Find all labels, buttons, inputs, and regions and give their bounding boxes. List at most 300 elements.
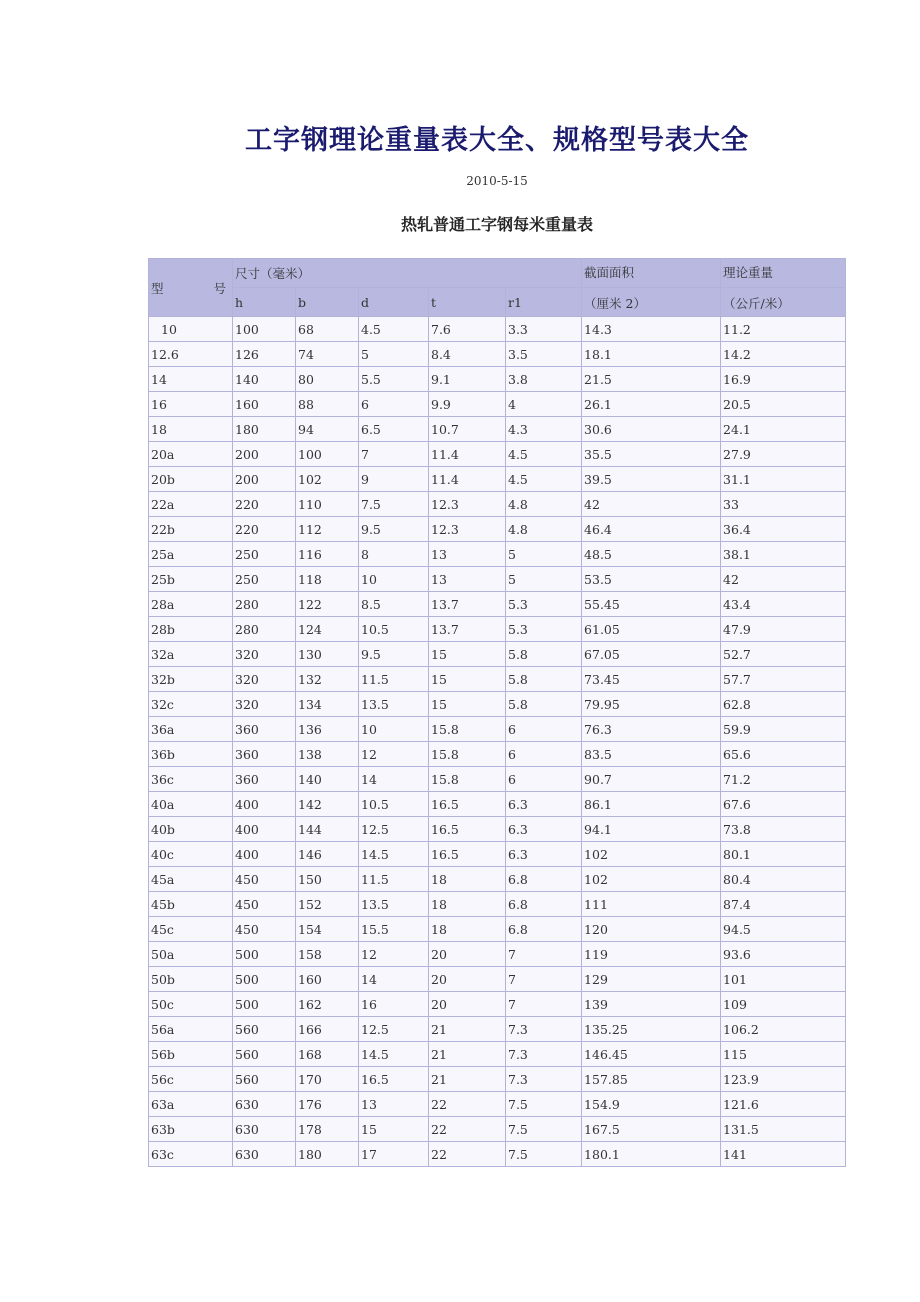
cell-t: 16.5 (429, 842, 506, 867)
cell-t: 22 (429, 1142, 506, 1167)
cell-model: 50b (149, 967, 233, 992)
cell-t: 13 (429, 567, 506, 592)
cell-b: 168 (296, 1042, 359, 1067)
table-row (149, 992, 846, 1017)
cell-b: 180 (296, 1142, 359, 1167)
cell-weight: 93.6 (721, 942, 846, 967)
cell-weight: 106.2 (721, 1017, 846, 1042)
cell-r1: 7.3 (506, 1017, 582, 1042)
cell-d: 11.5 (359, 867, 429, 892)
header-d: d (359, 288, 429, 317)
cell-h: 140 (233, 367, 296, 392)
table-row (149, 1117, 846, 1142)
cell-model: 45c (149, 917, 233, 942)
cell-r1: 6.8 (506, 917, 582, 942)
cell-h: 450 (233, 892, 296, 917)
cell-weight: 115 (721, 1042, 846, 1067)
cell-model: 63b (149, 1117, 233, 1142)
cell-weight: 43.4 (721, 592, 846, 617)
cell-d: 16 (359, 992, 429, 1017)
header-row-2 (149, 288, 846, 317)
cell-h: 500 (233, 992, 296, 1017)
cell-t: 15.8 (429, 717, 506, 742)
cell-r1: 4.8 (506, 492, 582, 517)
cell-b: 80 (296, 367, 359, 392)
cell-h: 220 (233, 517, 296, 542)
cell-area: 30.6 (582, 417, 721, 442)
cell-d: 5 (359, 342, 429, 367)
cell-b: 110 (296, 492, 359, 517)
cell-r1: 5 (506, 542, 582, 567)
table-row (149, 492, 846, 517)
cell-t: 16.5 (429, 792, 506, 817)
cell-d: 10 (359, 567, 429, 592)
cell-area: 21.5 (582, 367, 721, 392)
cell-area: 146.45 (582, 1042, 721, 1067)
cell-b: 144 (296, 817, 359, 842)
cell-t: 16.5 (429, 817, 506, 842)
cell-t: 21 (429, 1067, 506, 1092)
header-t: t (429, 288, 506, 317)
cell-d: 7.5 (359, 492, 429, 517)
cell-area: 157.85 (582, 1067, 721, 1092)
cell-model: 22b (149, 517, 233, 542)
cell-h: 630 (233, 1117, 296, 1142)
cell-area: 102 (582, 842, 721, 867)
cell-b: 146 (296, 842, 359, 867)
cell-weight: 42 (721, 567, 846, 592)
table-row (149, 1092, 846, 1117)
cell-d: 9.5 (359, 517, 429, 542)
cell-area: 48.5 (582, 542, 721, 567)
cell-t: 20 (429, 967, 506, 992)
table-row (149, 392, 846, 417)
header-area: 截面面积 (582, 259, 721, 288)
cell-t: 21 (429, 1042, 506, 1067)
cell-model: 56b (149, 1042, 233, 1067)
cell-d: 15 (359, 1117, 429, 1142)
cell-t: 11.4 (429, 442, 506, 467)
cell-model: 25b (149, 567, 233, 592)
cell-weight: 27.9 (721, 442, 846, 467)
cell-model: 28b (149, 617, 233, 642)
cell-model: 50c (149, 992, 233, 1017)
table-row (149, 692, 846, 717)
cell-h: 160 (233, 392, 296, 417)
cell-t: 15 (429, 642, 506, 667)
table-row (149, 892, 846, 917)
cell-h: 560 (233, 1017, 296, 1042)
cell-r1: 6.3 (506, 792, 582, 817)
table-row (149, 1142, 846, 1167)
cell-r1: 7.5 (506, 1092, 582, 1117)
cell-r1: 7 (506, 967, 582, 992)
cell-r1: 7.5 (506, 1142, 582, 1167)
cell-weight: 101 (721, 967, 846, 992)
cell-d: 14.5 (359, 842, 429, 867)
cell-area: 83.5 (582, 742, 721, 767)
table-row (149, 717, 846, 742)
cell-d: 9.5 (359, 642, 429, 667)
cell-area: 94.1 (582, 817, 721, 842)
cell-r1: 5.8 (506, 692, 582, 717)
cell-h: 400 (233, 842, 296, 867)
cell-model: 14 (149, 367, 233, 392)
cell-d: 13.5 (359, 692, 429, 717)
cell-t: 7.6 (429, 317, 506, 342)
cell-area: 129 (582, 967, 721, 992)
cell-model: 56c (149, 1067, 233, 1092)
cell-model: 63a (149, 1092, 233, 1117)
cell-b: 134 (296, 692, 359, 717)
publish-date: 2010-5-15 (466, 174, 528, 188)
cell-h: 560 (233, 1067, 296, 1092)
cell-d: 12.5 (359, 1017, 429, 1042)
cell-weight: 62.8 (721, 692, 846, 717)
header-b: b (296, 288, 359, 317)
cell-area: 18.1 (582, 342, 721, 367)
cell-t: 15 (429, 692, 506, 717)
cell-h: 560 (233, 1042, 296, 1067)
table-row (149, 367, 846, 392)
table-row (149, 567, 846, 592)
cell-h: 360 (233, 742, 296, 767)
cell-b: 138 (296, 742, 359, 767)
cell-d: 6 (359, 392, 429, 417)
cell-b: 176 (296, 1092, 359, 1117)
cell-b: 112 (296, 517, 359, 542)
cell-model: 40a (149, 792, 233, 817)
cell-d: 15.5 (359, 917, 429, 942)
cell-model: 50a (149, 942, 233, 967)
cell-r1: 6.8 (506, 892, 582, 917)
cell-r1: 6.3 (506, 817, 582, 842)
cell-area: 42 (582, 492, 721, 517)
cell-h: 320 (233, 692, 296, 717)
cell-r1: 4.5 (506, 442, 582, 467)
cell-model: 16 (149, 392, 233, 417)
cell-b: 162 (296, 992, 359, 1017)
table-title: 热轧普通工字钢每米重量表 (400, 215, 593, 234)
cell-t: 18 (429, 917, 506, 942)
cell-model: 45b (149, 892, 233, 917)
cell-d: 16.5 (359, 1067, 429, 1092)
cell-h: 360 (233, 767, 296, 792)
cell-r1: 3.5 (506, 342, 582, 367)
cell-r1: 5.3 (506, 617, 582, 642)
cell-model: 22a (149, 492, 233, 517)
table-row (149, 1017, 846, 1042)
cell-d: 11.5 (359, 667, 429, 692)
table-row (149, 617, 846, 642)
cell-weight: 11.2 (721, 317, 846, 342)
cell-b: 136 (296, 717, 359, 742)
cell-r1: 5 (506, 567, 582, 592)
cell-weight: 87.4 (721, 892, 846, 917)
cell-model: 10 (149, 317, 233, 342)
cell-r1: 5.3 (506, 592, 582, 617)
cell-r1: 6.3 (506, 842, 582, 867)
cell-area: 120 (582, 917, 721, 942)
cell-d: 7 (359, 442, 429, 467)
cell-area: 53.5 (582, 567, 721, 592)
cell-b: 102 (296, 467, 359, 492)
cell-weight: 109 (721, 992, 846, 1017)
table-row (149, 792, 846, 817)
cell-b: 122 (296, 592, 359, 617)
cell-t: 13.7 (429, 592, 506, 617)
cell-model: 32b (149, 667, 233, 692)
table-row (149, 467, 846, 492)
table-row (149, 1042, 846, 1067)
cell-h: 100 (233, 317, 296, 342)
cell-model: 20a (149, 442, 233, 467)
cell-r1: 6 (506, 742, 582, 767)
cell-d: 10.5 (359, 617, 429, 642)
table-row (149, 817, 846, 842)
cell-h: 200 (233, 442, 296, 467)
header-h: h (233, 288, 296, 317)
header-weight: 理论重量 (721, 259, 846, 288)
cell-area: 111 (582, 892, 721, 917)
cell-r1: 5.8 (506, 667, 582, 692)
cell-area: 180.1 (582, 1142, 721, 1167)
table-row (149, 967, 846, 992)
cell-r1: 4.3 (506, 417, 582, 442)
table-row (149, 942, 846, 967)
cell-h: 250 (233, 567, 296, 592)
cell-h: 320 (233, 642, 296, 667)
cell-weight: 121.6 (721, 1092, 846, 1117)
cell-model: 20b (149, 467, 233, 492)
cell-weight: 20.5 (721, 392, 846, 417)
table-header (149, 259, 846, 317)
cell-area: 154.9 (582, 1092, 721, 1117)
cell-h: 500 (233, 942, 296, 967)
table-row (149, 742, 846, 767)
cell-t: 10.7 (429, 417, 506, 442)
cell-d: 4.5 (359, 317, 429, 342)
cell-b: 68 (296, 317, 359, 342)
cell-weight: 33 (721, 492, 846, 517)
cell-t: 22 (429, 1092, 506, 1117)
cell-d: 17 (359, 1142, 429, 1167)
cell-area: 55.45 (582, 592, 721, 617)
cell-r1: 7 (506, 992, 582, 1017)
cell-d: 8 (359, 542, 429, 567)
cell-weight: 57.7 (721, 667, 846, 692)
cell-weight: 24.1 (721, 417, 846, 442)
table-row (149, 917, 846, 942)
table-row (149, 542, 846, 567)
cell-r1: 4 (506, 392, 582, 417)
cell-b: 140 (296, 767, 359, 792)
cell-b: 130 (296, 642, 359, 667)
cell-d: 9 (359, 467, 429, 492)
cell-area: 67.05 (582, 642, 721, 667)
cell-model: 45a (149, 867, 233, 892)
cell-b: 154 (296, 917, 359, 942)
cell-area: 139 (582, 992, 721, 1017)
cell-d: 14 (359, 967, 429, 992)
cell-r1: 6.8 (506, 867, 582, 892)
table-row (149, 1067, 846, 1092)
cell-r1: 3.3 (506, 317, 582, 342)
cell-h: 630 (233, 1092, 296, 1117)
cell-model: 32c (149, 692, 233, 717)
steel-weight-table (148, 258, 846, 1167)
cell-h: 250 (233, 542, 296, 567)
cell-area: 35.5 (582, 442, 721, 467)
cell-b: 158 (296, 942, 359, 967)
table-row (149, 517, 846, 542)
cell-h: 500 (233, 967, 296, 992)
cell-area: 102 (582, 867, 721, 892)
cell-r1: 6 (506, 767, 582, 792)
cell-h: 280 (233, 592, 296, 617)
cell-area: 39.5 (582, 467, 721, 492)
cell-t: 22 (429, 1117, 506, 1142)
cell-d: 12 (359, 942, 429, 967)
cell-t: 20 (429, 942, 506, 967)
cell-d: 8.5 (359, 592, 429, 617)
cell-t: 11.4 (429, 467, 506, 492)
cell-t: 9.1 (429, 367, 506, 392)
cell-t: 18 (429, 867, 506, 892)
cell-b: 88 (296, 392, 359, 417)
cell-b: 142 (296, 792, 359, 817)
cell-b: 166 (296, 1017, 359, 1042)
cell-weight: 36.4 (721, 517, 846, 542)
cell-model: 28a (149, 592, 233, 617)
cell-d: 13.5 (359, 892, 429, 917)
header-area-unit: （厘米 2） (582, 288, 721, 317)
cell-weight: 80.4 (721, 867, 846, 892)
cell-b: 152 (296, 892, 359, 917)
header-row-1 (149, 259, 846, 288)
cell-h: 126 (233, 342, 296, 367)
cell-r1: 7 (506, 942, 582, 967)
cell-h: 400 (233, 817, 296, 842)
table-row (149, 417, 846, 442)
page-title: 工字钢理论重量表大全、规格型号表大全 (245, 125, 749, 156)
cell-r1: 5.8 (506, 642, 582, 667)
cell-model: 18 (149, 417, 233, 442)
cell-weight: 16.9 (721, 367, 846, 392)
header-model-right: 号 (213, 280, 226, 296)
cell-weight: 59.9 (721, 717, 846, 742)
table-row (149, 442, 846, 467)
cell-d: 12.5 (359, 817, 429, 842)
cell-r1: 4.8 (506, 517, 582, 542)
table-row (149, 767, 846, 792)
cell-b: 116 (296, 542, 359, 567)
header-r1: r1 (506, 288, 582, 317)
cell-model: 40c (149, 842, 233, 867)
cell-weight: 73.8 (721, 817, 846, 842)
cell-weight: 52.7 (721, 642, 846, 667)
cell-model: 36c (149, 767, 233, 792)
cell-b: 100 (296, 442, 359, 467)
cell-area: 73.45 (582, 667, 721, 692)
cell-d: 10.5 (359, 792, 429, 817)
cell-area: 90.7 (582, 767, 721, 792)
cell-d: 14.5 (359, 1042, 429, 1067)
cell-area: 46.4 (582, 517, 721, 542)
cell-h: 400 (233, 792, 296, 817)
cell-r1: 7.5 (506, 1117, 582, 1142)
cell-d: 14 (359, 767, 429, 792)
header-model-left: 型 (151, 280, 164, 296)
cell-area: 61.05 (582, 617, 721, 642)
table-row (149, 842, 846, 867)
cell-weight: 67.6 (721, 792, 846, 817)
cell-area: 86.1 (582, 792, 721, 817)
cell-t: 15 (429, 667, 506, 692)
table-row (149, 867, 846, 892)
cell-h: 360 (233, 717, 296, 742)
cell-weight: 14.2 (721, 342, 846, 367)
cell-b: 124 (296, 617, 359, 642)
cell-t: 12.3 (429, 517, 506, 542)
header-model (149, 259, 233, 317)
cell-t: 15.8 (429, 767, 506, 792)
cell-weight: 94.5 (721, 917, 846, 942)
cell-b: 170 (296, 1067, 359, 1092)
cell-model: 56a (149, 1017, 233, 1042)
cell-t: 12.3 (429, 492, 506, 517)
cell-t: 13.7 (429, 617, 506, 642)
cell-weight: 65.6 (721, 742, 846, 767)
cell-weight: 47.9 (721, 617, 846, 642)
header-dimensions: 尺寸（毫米） (233, 259, 582, 288)
cell-weight: 71.2 (721, 767, 846, 792)
cell-r1: 7.3 (506, 1067, 582, 1092)
cell-d: 10 (359, 717, 429, 742)
cell-d: 13 (359, 1092, 429, 1117)
cell-b: 94 (296, 417, 359, 442)
table-row (149, 667, 846, 692)
cell-t: 15.8 (429, 742, 506, 767)
cell-r1: 3.8 (506, 367, 582, 392)
cell-area: 135.25 (582, 1017, 721, 1042)
cell-b: 178 (296, 1117, 359, 1142)
cell-t: 8.4 (429, 342, 506, 367)
cell-model: 63c (149, 1142, 233, 1167)
cell-weight: 80.1 (721, 842, 846, 867)
cell-h: 180 (233, 417, 296, 442)
cell-weight: 31.1 (721, 467, 846, 492)
cell-h: 200 (233, 467, 296, 492)
cell-b: 118 (296, 567, 359, 592)
cell-h: 450 (233, 867, 296, 892)
cell-model: 25a (149, 542, 233, 567)
table-body (149, 317, 846, 1167)
cell-r1: 7.3 (506, 1042, 582, 1067)
cell-area: 76.3 (582, 717, 721, 742)
cell-d: 12 (359, 742, 429, 767)
cell-d: 6.5 (359, 417, 429, 442)
cell-weight: 123.9 (721, 1067, 846, 1092)
cell-h: 630 (233, 1142, 296, 1167)
cell-t: 20 (429, 992, 506, 1017)
cell-r1: 4.5 (506, 467, 582, 492)
cell-b: 150 (296, 867, 359, 892)
cell-model: 12.6 (149, 342, 233, 367)
cell-model: 32a (149, 642, 233, 667)
cell-model: 40b (149, 817, 233, 842)
table-row (149, 342, 846, 367)
